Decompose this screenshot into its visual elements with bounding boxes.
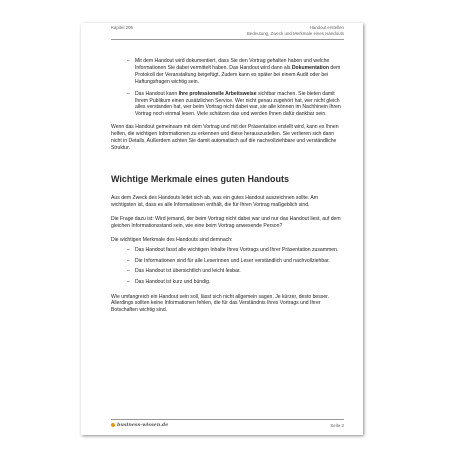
list-item: – Das Handout ist kurz und bündig.: [111, 279, 344, 286]
header-title: [247, 25, 344, 36]
page-content: [111, 58, 344, 314]
logo-dot-icon: [111, 423, 115, 427]
paragraph: Aus dem Zweck des Handouts leitet sich ab, was ein gutes Handout auszeichnen sollte. Am wichtigsten ist, dass es alle Informationen enthält, die für Ihren Vortrag maßgeblich sind.: [111, 194, 318, 208]
document-page: [81, 23, 363, 435]
bold-term: Ihre professionelle Arbeitsweise: [178, 90, 257, 97]
header-title-line2: Bedeutung, Zweck und Merkmale eines Handouts: [246, 30, 344, 36]
header-chapter: Kapitel 205: [111, 25, 133, 30]
list-item: – Das Handout fasst alle wichtigen Inhalte Ihres Vortrags und Ihrer Präsentation zusammen.: [111, 247, 344, 254]
list-item: – Das Handout kann Ihre professionelle Arbeitsweise sichtbar machen. Sie bieten damit Ihrem Publikum einen zusätzlichen Service. Wer nicht genau zugehört hat, wer nicht gleich alles verstanden hat, wer beim Vortrag nicht dabei war, sie alle können im Nachhinein Ihren Vortrag noch einmal lesen. Viele schätzen das und werden Ihnen dafür dankbar sein.: [111, 91, 344, 119]
header-title-line1: Handout erstellen: [309, 25, 344, 30]
brand-logo: [111, 422, 168, 428]
paragraph: Die wichtigen Merkmale des Handouts sind demnach:: [111, 236, 233, 243]
header-divider: [111, 39, 344, 40]
bullet-list-top: [111, 58, 344, 118]
paragraph: Die Frage dazu ist: Wird jemand, der beim Vortrag nicht dabei war und nur das Handout liest, auf dem gleichen Informationsstand sein, wie eine beim Vortrag anwesende Person?: [111, 215, 341, 229]
bullet-list-bottom: [111, 247, 344, 285]
page-footer: [111, 422, 344, 430]
page-number: Seite 3: [330, 423, 344, 428]
paragraph: Wenn das Handout gemeinsam mit dem Vortrag und mit der Präsentation erstellt wird, kann es Ihnen helfen, die wichtigen Informationen zu erkennen und diese herauszustellen. Sie verlieren sich dann nicht in Details. Außerdem achten Sie damit automatisch auf die nachvollziehbare und verständliche Struktur.: [111, 124, 339, 151]
footer-divider: [111, 419, 344, 420]
list-item: – Das Handout ist übersichtlich und leicht lesbar.: [111, 268, 344, 275]
section-heading: Wichtige Merkmale eines guten Handouts: [111, 173, 289, 184]
list-item: – Die Informationen sind für alle Leserinnen und Leser verständlich und nachvollziehbar.: [111, 258, 344, 265]
bold-term: Dokumentation: [291, 64, 329, 71]
logo-text: business-wissen.de: [117, 422, 169, 428]
list-item: – Mit dem Handout wird dokumentiert, dass Sie den Vortrag gehalten haben und welche Informationen Sie dabei vermittelt haben. Das Handout wird dann als Dokumentation dem Protokoll der Veranstaltung beigefügt. Zudem kann es später bei einem Audit oder bei Haftungsfragen wichtig sein.: [111, 58, 344, 86]
paragraph: Wie umfangreich ein Handout sein soll, lässt sich nicht allgemein sagen. Je kürzer, desto besser. Allerdings sollten keine Informationen fehlen, die für das Verständnis Ihres Vortrags und Ihrer Botschaften wichtig sind.: [111, 293, 330, 314]
